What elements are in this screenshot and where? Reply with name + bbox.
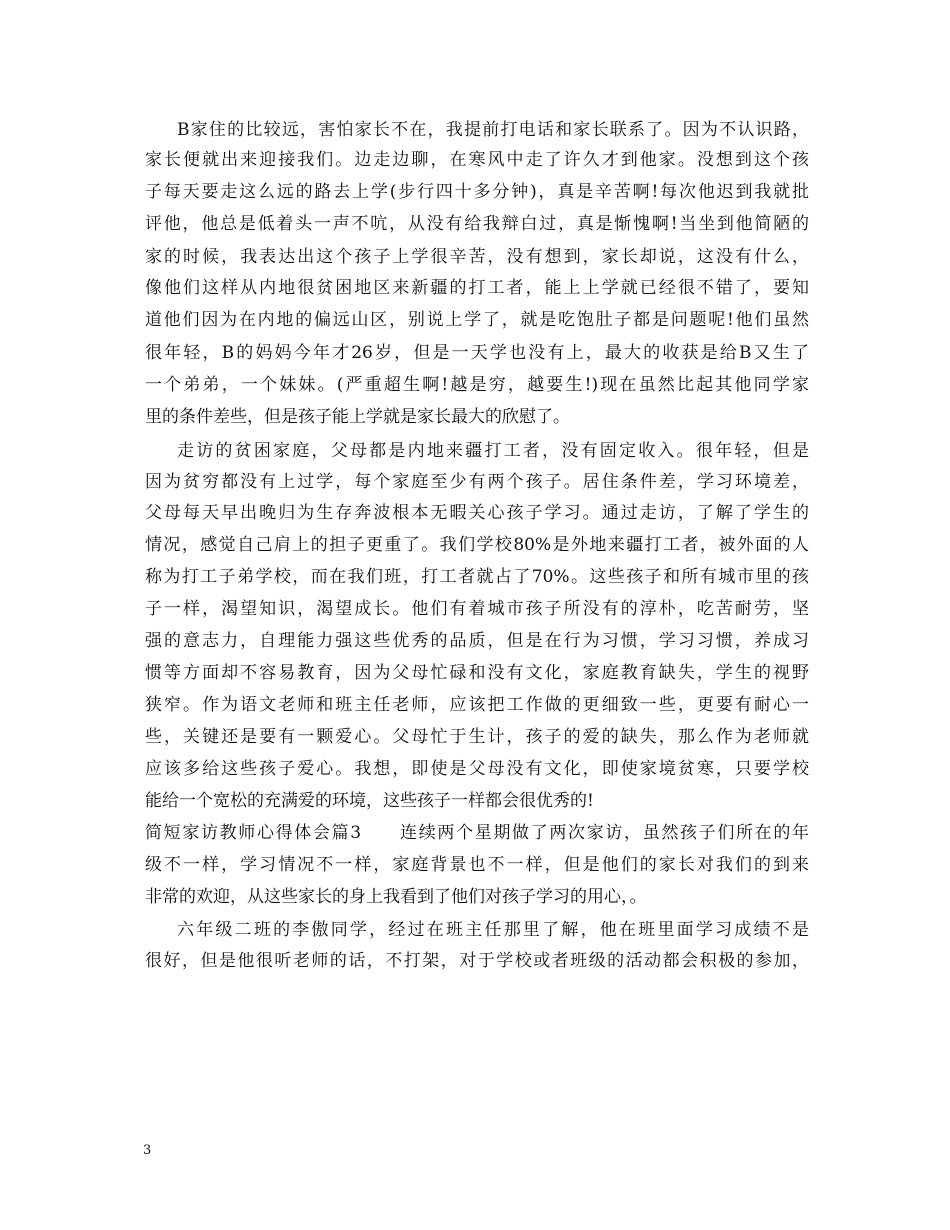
text-line: 像他们这样从内地很贫困地区来新疆的打工者，能上上学就已经很不错了，要知 (145, 278, 809, 298)
text-line: 评他，他总是低着头一声不吭，从没有给我辩白过，真是惭愧啊!当坐到他简陋的 (145, 214, 809, 234)
text-line: 六年级二班的李傲同学，经过在班主任那里了解，他在班里面学习成绩不是 (177, 920, 809, 940)
text-line: 强的意志力，自理能力强这些优秀的品质，但是在行为习惯，学习习惯，养成习 (145, 631, 809, 651)
text-line: 里的条件差些，但是孩子能上学就是家长最大的欣慰了。 (145, 407, 570, 427)
page-number: 3 (143, 1143, 152, 1158)
text-line: 狭窄。作为语文老师和班主任老师，应该把工作做的更细致一些，更要有耐心一 (145, 695, 809, 715)
text-line: 家长便就出来迎接我们。边走边聊，在寒风中走了许久才到他家。没想到这个孩 (145, 150, 809, 170)
text-line: 子一样，渴望知识，渴望成长。他们有着城市孩子所没有的淳朴，吃苦耐劳，坚 (145, 599, 809, 619)
text-line: 级不一样，学习情况不一样，家庭背景也不一样，但是他们的家长对我们的到来 (145, 855, 809, 875)
text-line: 非常的欢迎，从这些家长的身上我看到了他们对孩子学习的用心，。 (145, 887, 647, 907)
text-line: 很年轻，B的妈妈今年才26岁，但是一天学也没有上，最大的收获是给B又生了 (145, 343, 809, 363)
text-line: 情况，感觉自己肩上的担子更重了。我们学校80%是外地来疆打工者，被外面的人 (145, 535, 809, 555)
text-line: 应该多给这些孩子爱心。我想，即使是父母没有文化，即使家境贫寒，只要学校 (145, 759, 809, 779)
text-line: 一个弟弟，一个妹妹。(严重超生啊!越是穷，越要生!)现在虽然比起其他同学家 (145, 375, 809, 395)
text-line: 称为打工子弟学校，而在我们班，打工者就占了70%。这些孩子和所有城市里的孩 (145, 567, 809, 587)
text-line: 父母每天早出晚归为生存奔波根本无暇关心孩子学习。通过走访，了解了学生的 (145, 503, 809, 523)
text-line: 能给一个宽松的充满爱的环境，这些孩子一样都会很优秀的! (145, 791, 594, 811)
text-line: 道他们因为在内地的偏远山区，别说上学了，就是吃饱肚子都是问题呢!他们虽然 (145, 310, 809, 330)
text-line: B家住的比较远，害怕家长不在，我提前打电话和家长联系了。因为不认识路， (177, 120, 809, 140)
text-line: 因为贫穷都没有上过学，每个家庭至少有两个孩子。居住条件差，学习环境差， (145, 472, 809, 492)
text-line: 惯等方面却不容易教育，因为父母忙碌和没有文化，家庭教育缺失，学生的视野 (145, 663, 809, 683)
text-line: 家的时候，我表达出这个孩子上学很辛苦，没有想到，家长却说，这没有什么， (145, 247, 809, 267)
text-line: 很好，但是他很听老师的话，不打架，对于学校或者班级的活动都会积极的参加， (145, 951, 809, 971)
text-line: 简短家访教师心得体会篇3 连续两个星期做了两次家访，虽然孩子们所在的年 (145, 823, 809, 843)
text-line: 子每天要走这么远的路去上学(步行四十多分钟)，真是辛苦啊!每次他迟到我就批 (145, 182, 809, 202)
text-line: 些，关键还是要有一颗爱心。父母忙于生计，孩子的爱的缺失，那么作为老师就 (145, 727, 809, 747)
text-line: 走访的贫困家庭，父母都是内地来疆打工者，没有固定收入。很年轻，但是 (177, 441, 809, 461)
